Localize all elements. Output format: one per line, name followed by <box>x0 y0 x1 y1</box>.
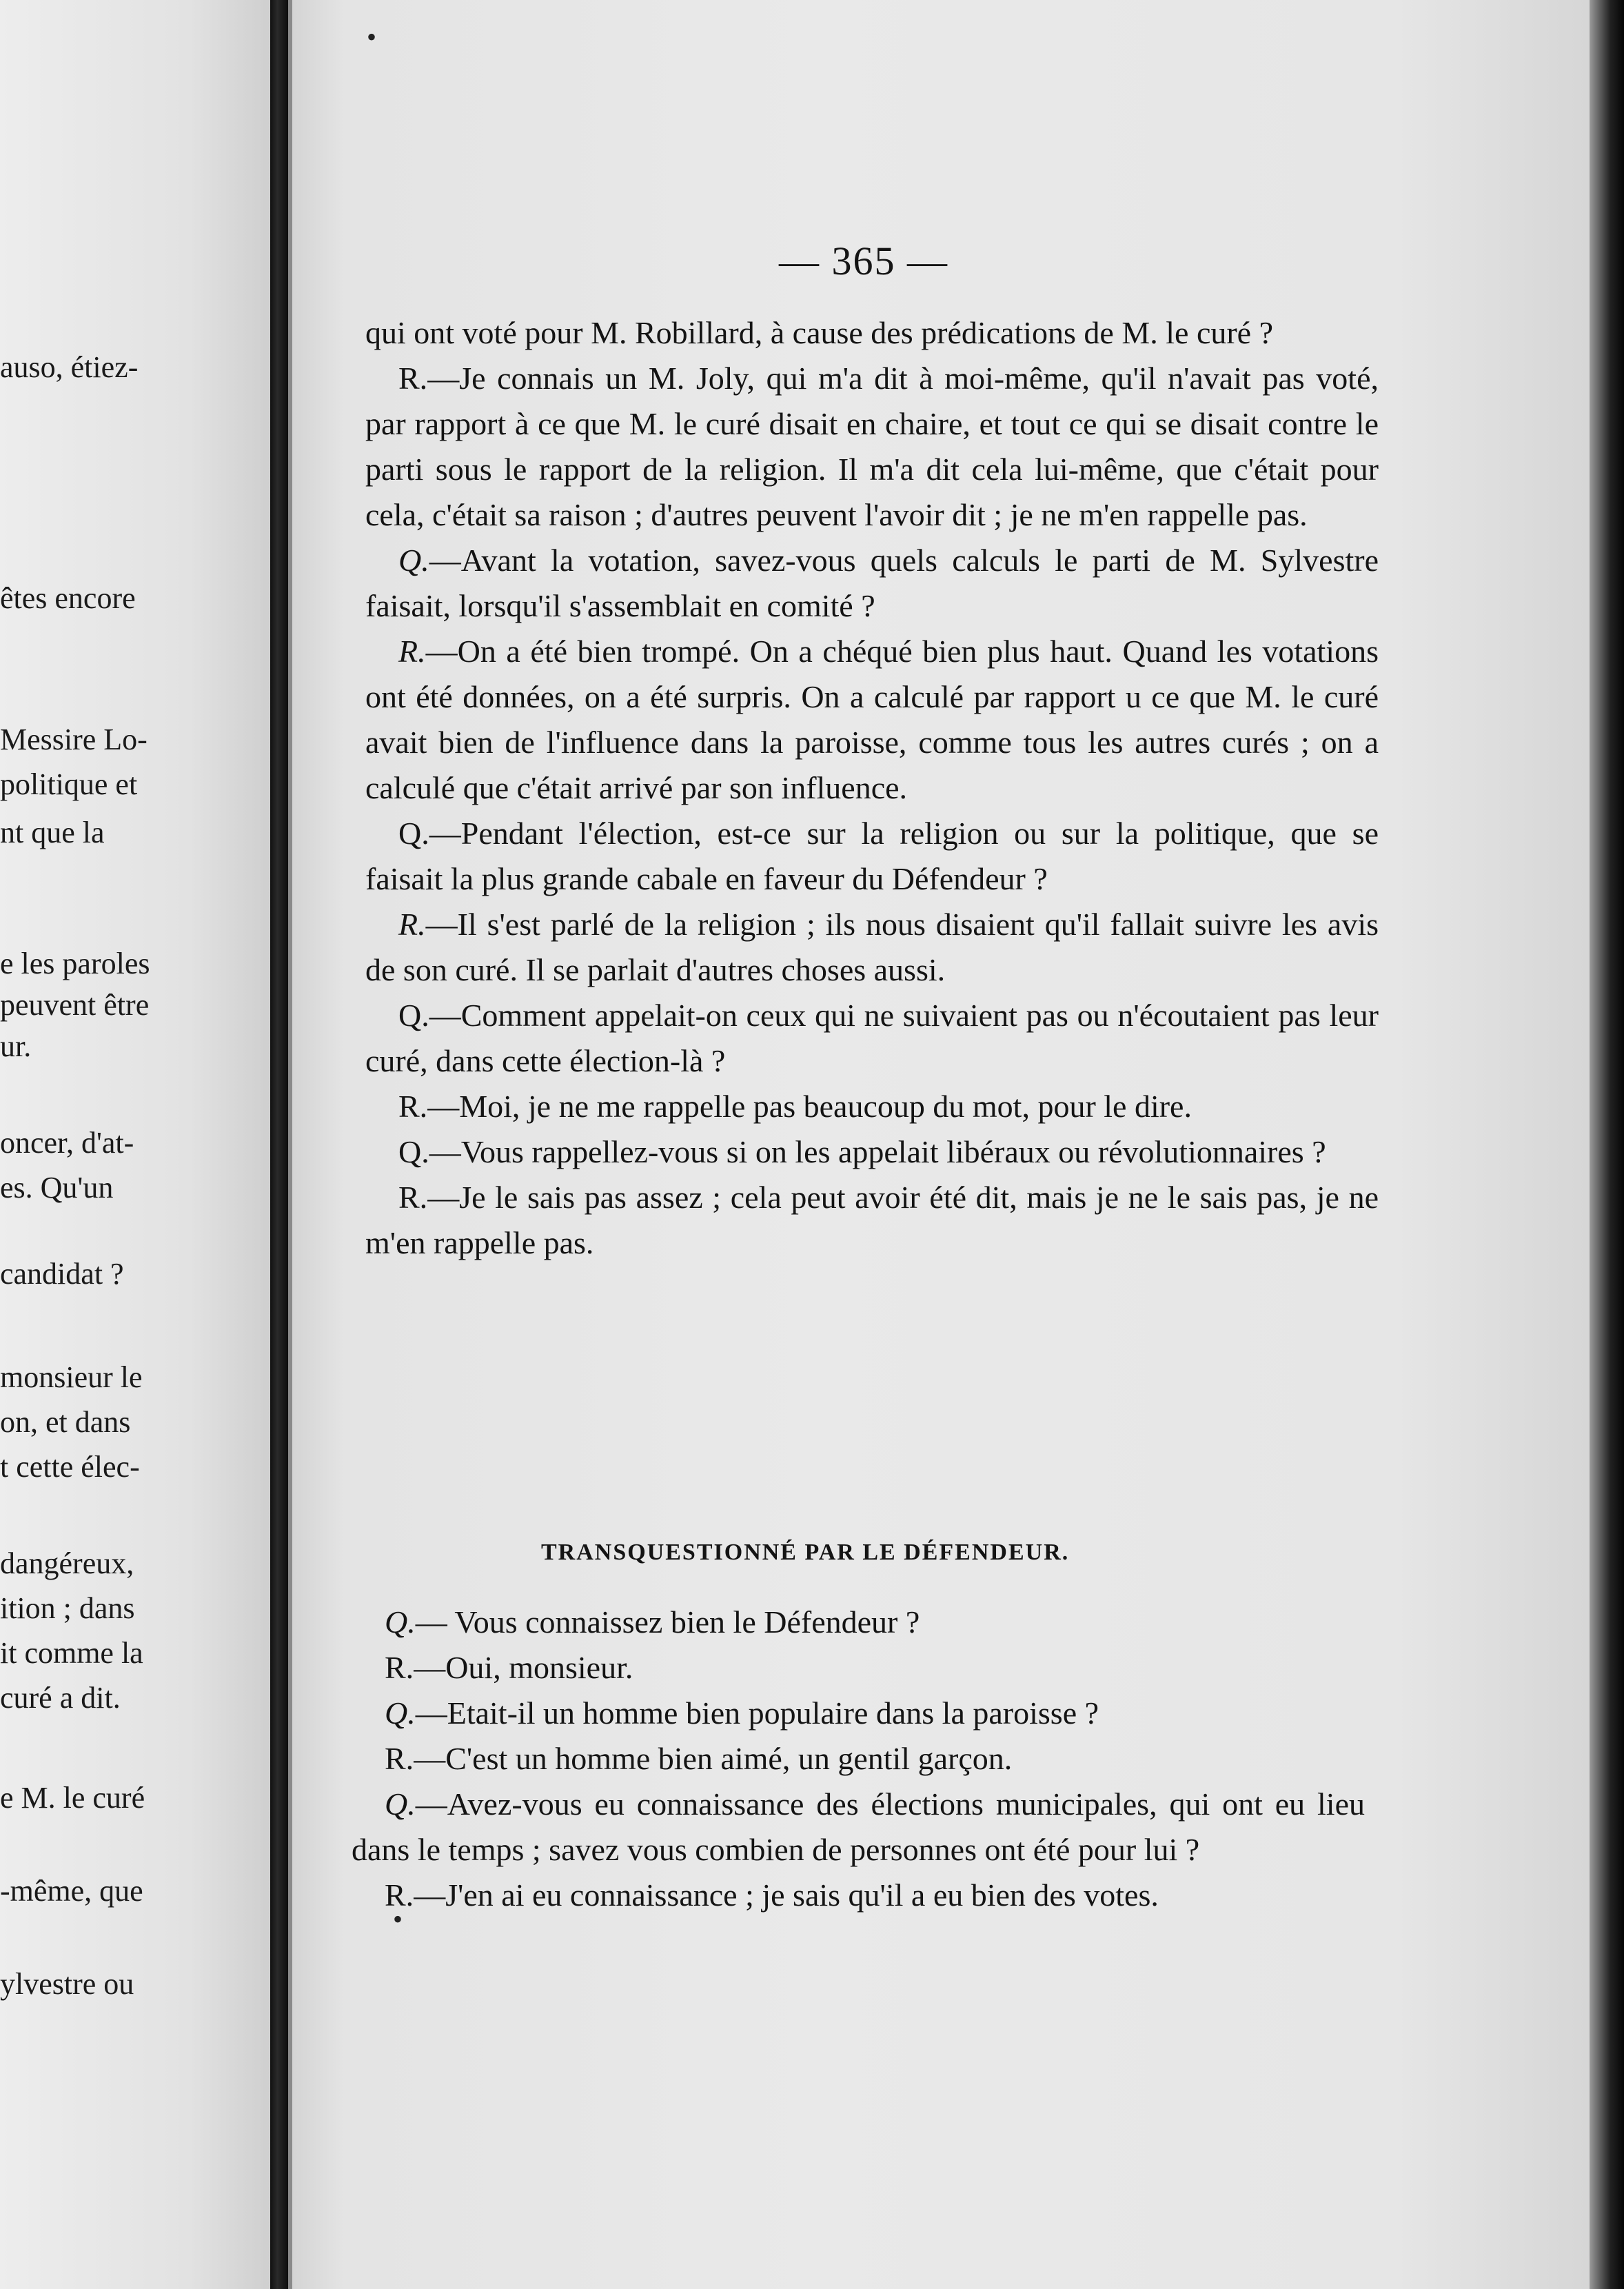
question-paragraph <box>352 1691 1365 1736</box>
speaker-label: Q. <box>385 1695 416 1731</box>
left-line: nt que la <box>0 816 105 849</box>
paragraph-text: —Etait-il un homme bien populaire dans la paroisse ? <box>415 1695 1099 1731</box>
paragraph-text: —Il s'est parlé de la religion ; ils nous disaient qu'il fallait suivre les avis de son curé. Il se parlait d'autres choses aussi. <box>365 907 1379 987</box>
paragraph-text: —Je le sais pas assez ; cela peut avoir été dit, mais je ne le sais pas, je ne m'en rappelle pas. <box>365 1180 1379 1260</box>
left-line: curé a dit. <box>0 1681 121 1715</box>
answer-paragraph <box>365 902 1379 993</box>
question-paragraph <box>365 1129 1379 1175</box>
left-line: -même, que <box>0 1874 143 1908</box>
speaker-label: R. <box>398 1089 428 1124</box>
answer-paragraph <box>352 1873 1365 1918</box>
speaker-label: R. <box>385 1877 414 1913</box>
left-line: dangéreux, <box>0 1546 134 1580</box>
speaker-label: Q. <box>385 1786 416 1822</box>
left-line: ylvestre ou <box>0 1967 134 2001</box>
answer-paragraph <box>365 1084 1379 1129</box>
speaker-label: R. <box>385 1650 414 1685</box>
paragraph-text: —C'est un homme bien aimé, un gentil garçon. <box>414 1741 1013 1776</box>
paragraph-text: —Avant la votation, savez-vous quels calculs le parti de M. Sylvestre faisait, lorsqu'il s'assemblait en comité ? <box>365 543 1379 623</box>
left-page <box>0 0 270 2289</box>
page-edge-shadow <box>1590 0 1624 2289</box>
left-line: it comme la <box>0 1636 143 1670</box>
speaker-label: R. <box>398 1180 428 1215</box>
paragraph-text: qui ont voté pour M. Robillard, à cause des prédications de M. le curé ? <box>365 315 1274 350</box>
paragraph-text: —Oui, monsieur. <box>414 1650 633 1685</box>
left-line: t cette élec- <box>0 1450 140 1484</box>
paragraph-text: —Moi, je ne me rappelle pas beaucoup du mot, pour le dire. <box>427 1089 1192 1124</box>
left-line: oncer, d'at- <box>0 1126 134 1160</box>
print-speck: • <box>393 1904 403 1935</box>
speaker-label: R. <box>385 1741 414 1776</box>
speaker-label: Q. <box>398 816 429 851</box>
page-number: — 365 — <box>779 239 948 283</box>
speaker-label: R. <box>398 634 426 669</box>
paragraph-text: —Pendant l'élection, est-ce sur la religion ou sur la politique, que se faisait la plus grande cabale en faveur du Défendeur ? <box>365 816 1379 896</box>
print-speck: • <box>367 21 377 52</box>
answer-paragraph <box>352 1645 1365 1691</box>
question-paragraph <box>365 811 1379 902</box>
speaker-label: Q. <box>398 1134 429 1169</box>
left-line: êtes encore <box>0 581 136 615</box>
paragraph-text: —Je connais un M. Joly, qui m'a dit à moi-même, qu'il n'avait pas voté, par rapport à ce que M. le curé disait en chaire, et tout ce qui se disait contre le parti sous le rapport de la religion. Il m'a dit cela lui-même, que c'était pour cela, c'était sa raison ; d'autres peuvent l'avoir dit ; je ne m'en rappelle pas. <box>365 361 1379 532</box>
question-paragraph <box>365 993 1379 1084</box>
left-line: es. Qu'un <box>0 1171 114 1204</box>
book-gutter <box>270 0 288 2289</box>
answer-paragraph <box>352 1736 1365 1782</box>
answer-paragraph <box>365 356 1379 538</box>
left-line: e M. le curé <box>0 1781 145 1815</box>
left-line: Messire Lo- <box>0 723 148 756</box>
speaker-label: Q. <box>385 1604 416 1640</box>
paragraph-text: —Vous rappellez-vous si on les appelait libéraux ou révolutionnaires ? <box>429 1134 1326 1169</box>
answer-paragraph <box>365 629 1379 811</box>
left-line: ition ; dans <box>0 1591 135 1625</box>
left-line: e les paroles <box>0 947 150 980</box>
left-line: monsieur le <box>0 1360 143 1394</box>
speaker-label: Q. <box>398 998 429 1033</box>
paragraph-text: —Comment appelait-on ceux qui ne suivaient pas ou n'écoutaient pas leur curé, dans cette élection-là ? <box>365 998 1379 1078</box>
left-line: candidat ? <box>0 1257 124 1291</box>
left-line: on, et dans <box>0 1405 131 1439</box>
left-line: politique et <box>0 767 138 801</box>
speaker-label: R. <box>398 361 428 396</box>
left-line: ur. <box>0 1029 32 1063</box>
paragraph-text: —On a été bien trompé. On a chéqué bien plus haut. Quand les votations ont été données, on a été surpris. On a calculé par rapport u ce que M. le curé avait bien de l'influence dans la paroisse, comme tous les autres curés ; on a calculé que c'était arrivé par son influence. <box>365 634 1379 805</box>
speaker-label: R. <box>398 907 426 942</box>
testimony-text <box>365 310 1379 1266</box>
cross-examination-text <box>352 1600 1365 1918</box>
left-line: auso, étiez- <box>0 350 139 384</box>
paragraph-text: —Avez-vous eu connaissance des élections municipales, qui ont eu lieu dans le temps ; savez vous combien de personnes ont été pour lui ? <box>352 1786 1365 1867</box>
answer-paragraph <box>365 1175 1379 1266</box>
paragraph-text: — Vous connaissez bien le Défendeur ? <box>415 1604 920 1640</box>
left-line: peuvent être <box>0 988 150 1022</box>
speaker-label: Q. <box>398 543 429 578</box>
question-paragraph <box>365 538 1379 629</box>
paragraph <box>365 310 1379 356</box>
question-paragraph <box>352 1600 1365 1645</box>
section-heading: TRANSQUESTIONNÉ PAR LE DÉFENDEUR. <box>541 1540 1070 1565</box>
question-paragraph <box>352 1782 1365 1873</box>
paragraph-text: —J'en ai eu connaissance ; je sais qu'il a eu bien des votes. <box>414 1877 1159 1913</box>
